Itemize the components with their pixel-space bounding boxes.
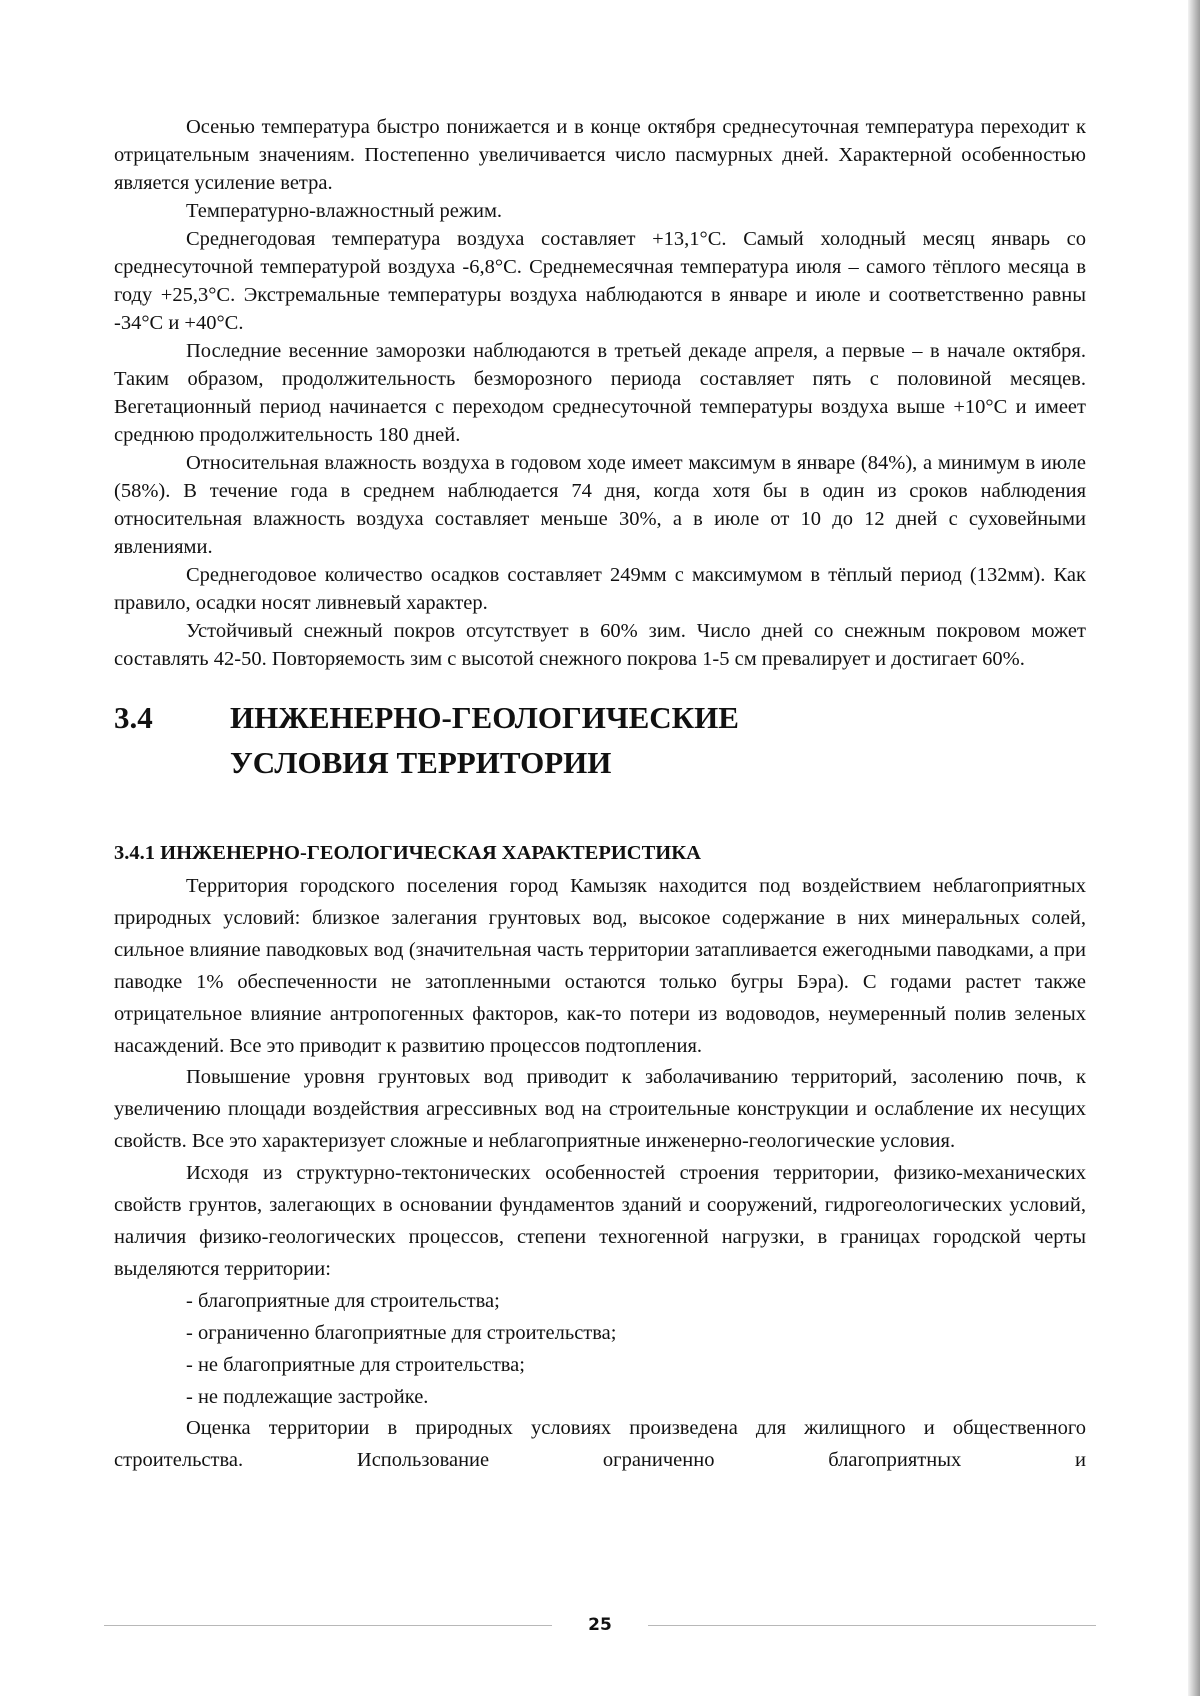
- geology-text-block: [114, 871, 1086, 1477]
- section-number: 3.4: [114, 700, 153, 735]
- list-item: - не подлежащие застройке.: [186, 1385, 429, 1408]
- paragraph-precipitation: Среднегодовое количество осадков составляет 249мм с максимумом в тёплый период (132мм). Как правило, осадки носят ливневый характер.: [114, 564, 1086, 614]
- section-title: [230, 695, 790, 785]
- paragraph-territory-conditions: Территория городского поселения город Камызяк находится под воздействием неблагоприятных природных условий: близкое залегания грунтовых вод, высокое содержание в них минеральных солей, сильное влияние паводковых вод (значительная часть территории затапливается ежегодными паводками, а при паводке 1% обеспеченности не затопленными остаются только бугры Бэра). С годами растет также отрицательное влияние антропогенных факторов, как-то потери из водоводов, неумеренный полив зеленых насаждений. Все это приводит к развитию процессов подтопления.: [114, 875, 1086, 1057]
- paragraph-zoning-basis: Исходя из структурно-тектонических особенностей строения территории, физико-механических свойств грунтов, залегающих в основании фундаментов зданий и сооружений, гидрогеологических условий, наличия физико-геологических процессов, степени техногенной нагрузки, в границах городской черты выделяются территории:: [114, 1162, 1086, 1280]
- document-page: [114, 113, 1086, 1477]
- list-item: - благоприятные для строительства;: [186, 1289, 500, 1312]
- section-title-line2: УСЛОВИЯ ТЕРРИТОРИИ: [230, 745, 612, 780]
- paragraph-autumn: Осенью температура быстро понижается и в конце октября среднесуточная температура переходит к отрицательным значениям. Постепенно увеличивается число пасмурных дней. Характерной особенностью является усиление ветра.: [114, 116, 1086, 194]
- paragraph-assessment: Оценка территории в природных условиях произведена для жилищного и общественного строительства. Использование ограниченно благоприятных и: [114, 1417, 1086, 1472]
- list-item: - не благоприятные для строительства;: [186, 1353, 525, 1376]
- page-footer: [104, 1612, 1096, 1638]
- footer-rule-left: [104, 1625, 552, 1626]
- paragraph-annual-temperature: Среднегодовая температура воздуха составляет +13,1°С. Самый холодный месяц январь со среднесуточной температурой воздуха -6,8°С. Среднемесячная температура июля – самого тёплого месяца в году +25,3°С. Экстремальные температуры воздуха наблюдаются в январе и июле и соответственно равны -34°С и +40°С.: [114, 228, 1086, 334]
- paragraph-snow-cover: Устойчивый снежный покров отсутствует в 60% зим. Число дней со снежным покровом может составлять 42-50. Повторяемость зим с высотой снежного покрова 1-5 см превалирует и достигает 60%.: [114, 620, 1086, 670]
- page-number: 25: [588, 1615, 612, 1635]
- paragraph-groundwater: Повышение уровня грунтовых вод приводит к заболачиванию территорий, засолению почв, к увеличению площади воздействия агрессивных вод на строительные конструкции и ослабление их несущих свойств. Все это характеризует сложные и неблагоприятные инженерно-геологические условия.: [114, 1066, 1086, 1153]
- climate-text-block: [114, 113, 1086, 673]
- subsection-heading: 3.4.1 ИНЖЕНЕРНО-ГЕОЛОГИЧЕСКАЯ ХАРАКТЕРИСТИКА: [114, 842, 701, 864]
- paragraph-frosts: Последние весенние заморозки наблюдаются в третьей декаде апреля, а первые – в начале октября. Таким образом, продолжительность безморозного периода составляет пять с половиной месяцев. Вегетационный период начинается с переходом среднесуточной температуры воздуха выше +10°С и имеет среднюю продолжительность 180 дней.: [114, 340, 1086, 446]
- paragraph-regime-label: Температурно-влажностный режим.: [186, 200, 503, 222]
- footer-rule-right: [648, 1625, 1096, 1626]
- list-item: - ограниченно благоприятные для строительства;: [186, 1321, 617, 1344]
- section-title-line1: ИНЖЕНЕРНО-ГЕОЛОГИЧЕСКИЕ: [230, 700, 739, 735]
- paragraph-humidity: Относительная влажность воздуха в годовом ходе имеет максимум в январе (84%), а минимум в июле (58%). В течение года в среднем наблюдается 74 дня, когда хотя бы в один из сроков наблюдения относительная влажность воздуха составляет меньше 30%, а в июле от 10 до 12 дней с суховейными явлениями.: [114, 452, 1086, 558]
- page-edge-shadow: [1188, 0, 1200, 1696]
- section-heading: [114, 695, 1086, 785]
